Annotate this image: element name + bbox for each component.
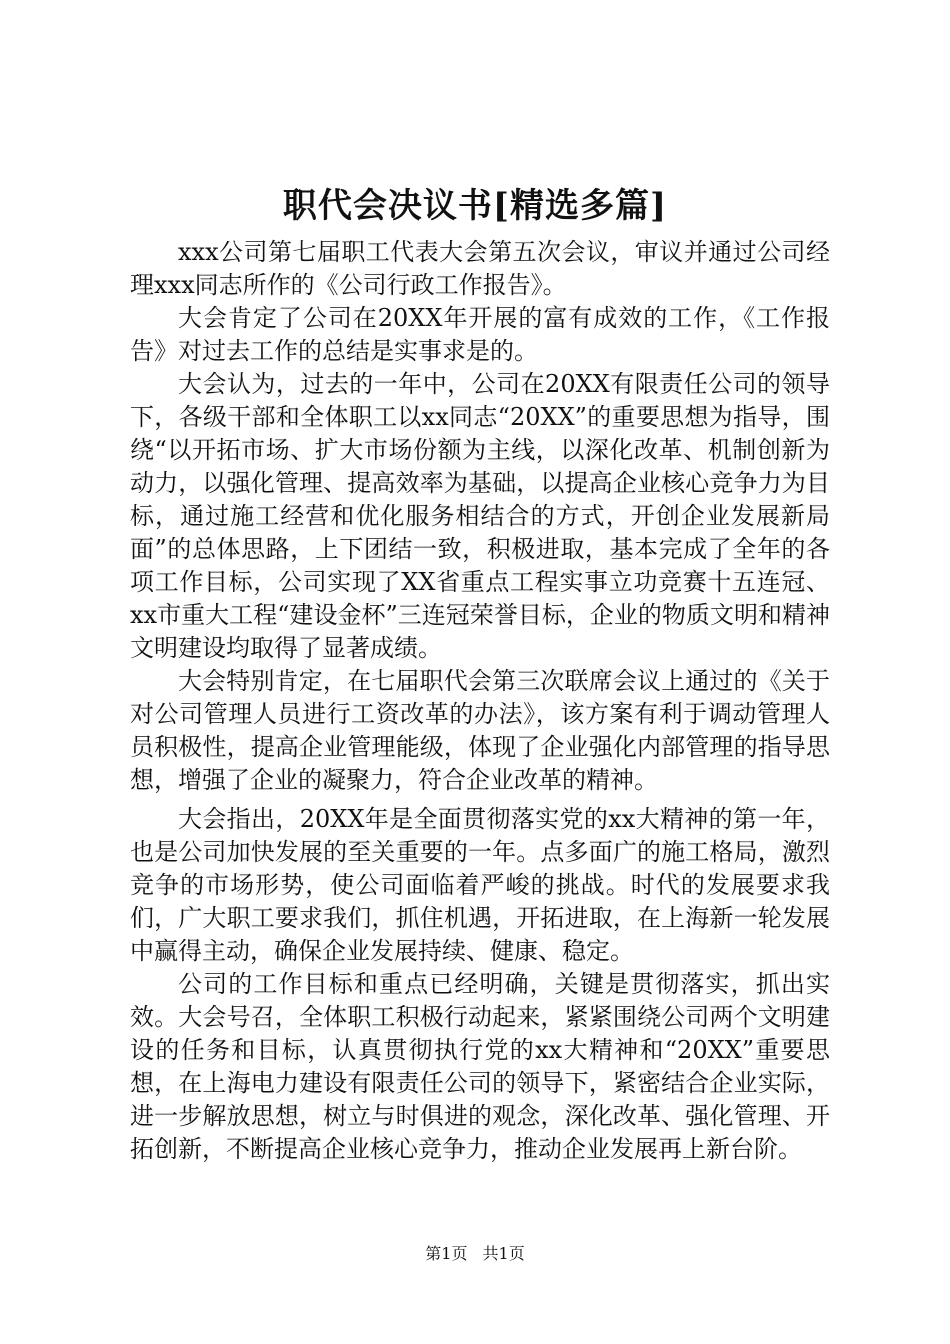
paragraph-6: 公司的工作目标和重点已经明确，关键是贯彻落实，抓出实效。大会号召，全体职工积极行动起来，紧紧围绕公司两个文明建设的任务和目标，认真贯彻执行党的xx大精神和“20XX”重要思想，在上海电力建设有限责任公司的领导下，紧密结合企业实际，进一步解放思想，树立与时俱进的观念，深化改革、强化管理、开拓创新，不断提高企业核心竞争力，推动企业发展再上新台阶。 xyxy=(130,970,830,1163)
paragraph-3: 大会认为，过去的一年中，公司在20XX有限责任公司的领导下，各级干部和全体职工以xx同志“20XX”的重要思想为指导，围绕“以开拓市场、扩大市场份额为主线，以深化改革、机制创新为动力，以强化管理、提高效率为基础，以提高企业核心竞争力为目标，通过施工经营和优化服务相结合的方式，开创企业发展新局面”的总体思路，上下团结一致，积极进取，基本完成了全年的各项工作目标，公司实现了XX省重点工程实事立功竞赛十五连冠、xx市重大工程“建设金杯”三连冠荣誉目标，企业的物质文明和精神文明建设均取得了显著成绩。 xyxy=(130,370,830,662)
paragraph-2: 大会肯定了公司在20XX年开展的富有成效的工作，《工作报告》对过去工作的总结是实事求是的。 xyxy=(130,304,830,365)
paragraph-5: 大会指出，20XX年是全面贯彻落实党的xx大精神的第一年，也是公司加快发展的至关重要的一年。点多面广的施工格局，激烈竞争的市场形势，使公司面临着严峻的挑战。时代的发展要求我们，广大职工要求我们，抓住机遇，开拓进取，在上海新一轮发展中赢得主动，确保企业发展持续、健康、稳定。 xyxy=(130,805,830,965)
paragraph-1: xxx公司第七届职工代表大会第五次会议，审议并通过公司经理xxx同志所作的《公司行政工作报告》。 xyxy=(130,238,830,299)
document-body xyxy=(130,236,830,1166)
document-title: 职代会决议书[精选多篇] xyxy=(282,186,668,226)
page-number: 第1页 xyxy=(425,1244,468,1263)
page-total: 共1页 xyxy=(482,1244,525,1263)
page-footer xyxy=(0,1243,950,1265)
paragraph-4: 大会特别肯定，在七届职代会第三次联席会议上通过的《关于对公司管理人员进行工资改革的办法》，该方案有利于调动管理人员积极性，提高企业管理能级，体现了企业强化内部管理的指导思想，增强了企业的凝聚力，符合企业改革的精神。 xyxy=(130,667,830,794)
